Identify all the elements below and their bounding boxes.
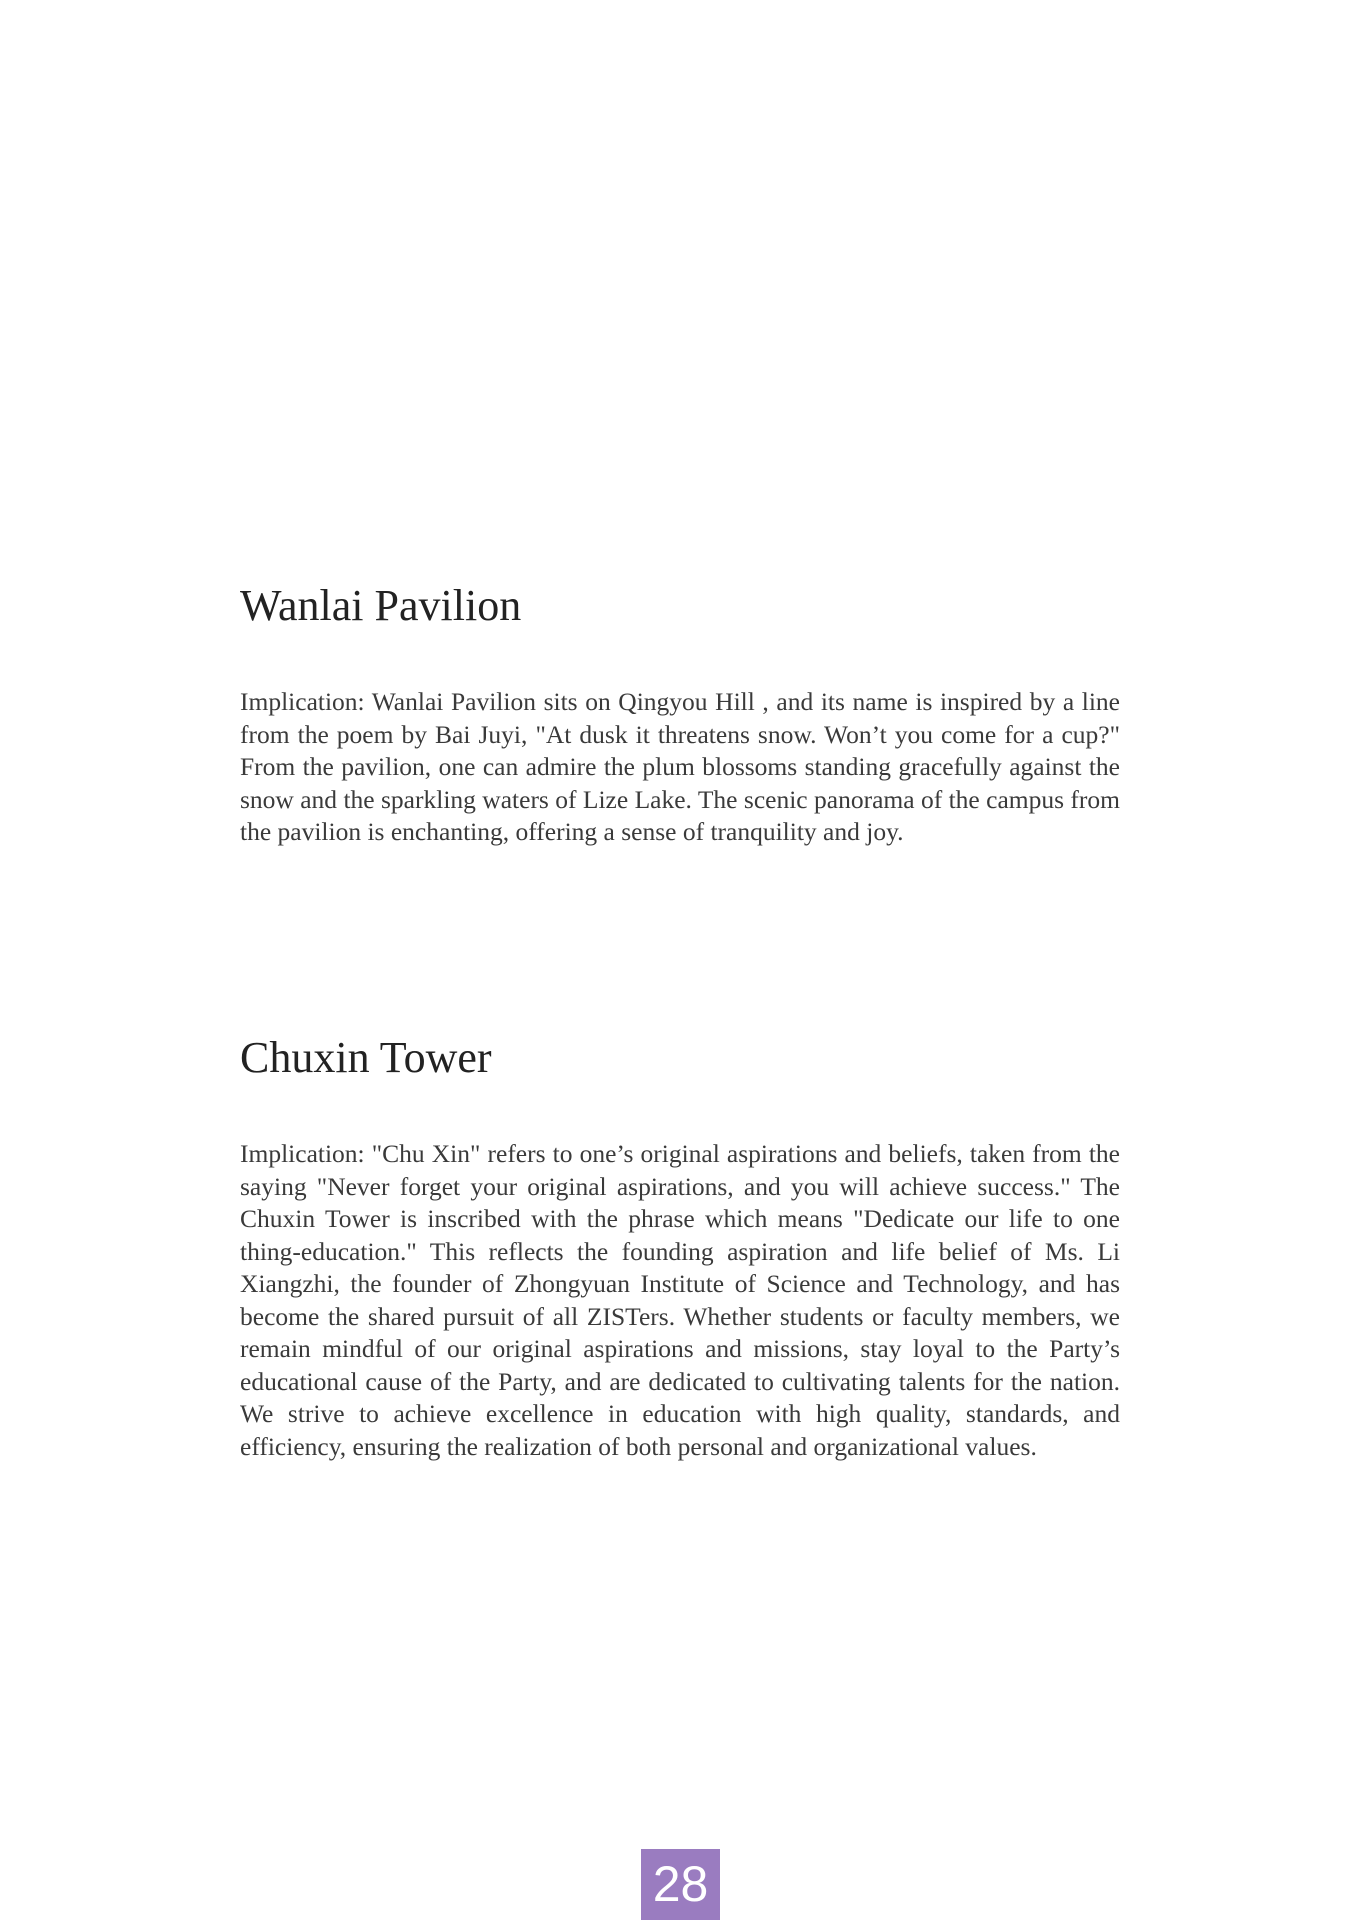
section-title: Chuxin Tower — [240, 1033, 492, 1082]
page-number: 28 — [641, 1849, 720, 1920]
section-body: Implication: Wanlai Pavilion sits on Qingyou Hill , and its name is inspired by a line from the poem by Bai Juyi, "At dusk it threatens snow. Won’t you come for a cup?" From the pavilion, one can admire the plum blossoms standing gracefully against the snow and the sparkling waters of Lize Lake. The scenic panorama of the campus from the pavilion is enchanting, offering a sense of tranquility and joy. — [240, 687, 1120, 846]
section-body: Implication: "Chu Xin" refers to one’s original aspirations and beliefs, taken from the saying "Never forget your original aspirations, and you will achieve success." The Chuxin Tower is inscribed with the phrase which means "Dedicate our life to one thing-education." This reflects the founding aspiration and life belief of Ms. Li Xiangzhi, the founder of Zhongyuan Institute of Science and Technology, and has become the shared pursuit of all ZISTers. Whether students or faculty members, we remain mindful of our original aspirations and missions, stay loyal to the Party’s educational cause of the Party, and are dedicated to cultivating talents for the nation. We strive to achieve excellence in education with high quality, standards, and efficiency, ensuring the realization of both personal and organizational values. — [240, 1139, 1120, 1461]
section-wanlai-pavilion — [240, 578, 1120, 849]
section-title: Wanlai Pavilion — [240, 581, 522, 630]
section-chuxin-tower — [240, 1030, 1120, 1463]
